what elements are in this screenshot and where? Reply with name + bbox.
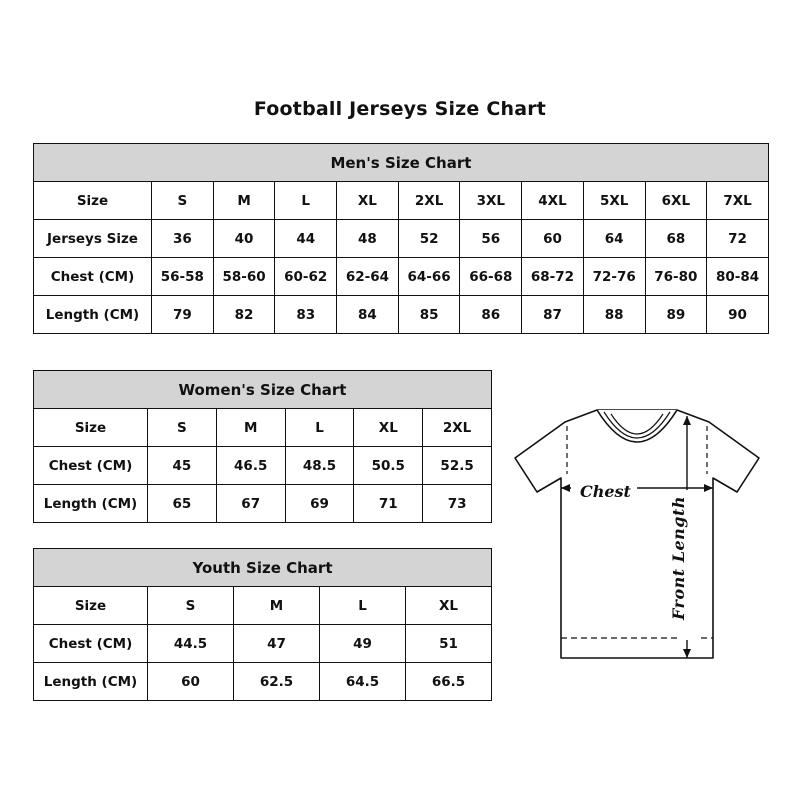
mens-cell-1-8: 76-80 xyxy=(645,258,707,296)
mens-col-5: 3XL xyxy=(460,182,522,220)
table-row xyxy=(34,182,769,220)
mens-row-label-1: Chest (CM) xyxy=(34,258,152,296)
mens-cell-2-5: 86 xyxy=(460,296,522,334)
page-title: Football Jerseys Size Chart xyxy=(253,98,547,120)
mens-col-8: 6XL xyxy=(645,182,707,220)
table-row xyxy=(34,663,492,701)
mens-cell-1-9: 80-84 xyxy=(707,258,769,296)
womens-size-table xyxy=(33,370,492,523)
mens-cell-2-4: 85 xyxy=(398,296,460,334)
womens-row-label-1: Length (CM) xyxy=(34,485,148,523)
mens-col-7: 5XL xyxy=(583,182,645,220)
youth-cell-1-2: 64.5 xyxy=(320,663,406,701)
youth-size-chart xyxy=(33,548,491,701)
mens-cell-2-7: 88 xyxy=(583,296,645,334)
tshirt-measurement-diagram xyxy=(505,400,777,690)
mens-cell-0-3: 48 xyxy=(337,220,399,258)
mens-col-0: S xyxy=(152,182,214,220)
youth-col-2: L xyxy=(320,587,406,625)
youth-cell-1-1: 62.5 xyxy=(234,663,320,701)
womens-cell-0-0: 45 xyxy=(148,447,217,485)
youth-size-table xyxy=(33,548,492,701)
youth-table-caption: Youth Size Chart xyxy=(33,548,492,586)
table-row xyxy=(34,296,769,334)
mens-cell-2-3: 84 xyxy=(337,296,399,334)
mens-cell-1-2: 60-62 xyxy=(275,258,337,296)
youth-cell-0-2: 49 xyxy=(320,625,406,663)
mens-cell-1-0: 56-58 xyxy=(152,258,214,296)
womens-cell-0-4: 52.5 xyxy=(423,447,492,485)
womens-col-0: S xyxy=(148,409,217,447)
tshirt-icon xyxy=(505,400,777,690)
table-row xyxy=(34,625,492,663)
mens-col-6: 4XL xyxy=(522,182,584,220)
mens-row-label-0: Jerseys Size xyxy=(34,220,152,258)
youth-cell-0-3: 51 xyxy=(406,625,492,663)
mens-col-4: 2XL xyxy=(398,182,460,220)
youth-col-0: S xyxy=(148,587,234,625)
womens-col-1: M xyxy=(216,409,285,447)
womens-col-2: L xyxy=(285,409,354,447)
mens-cell-1-5: 66-68 xyxy=(460,258,522,296)
womens-cell-1-2: 69 xyxy=(285,485,354,523)
mens-cell-1-1: 58-60 xyxy=(213,258,275,296)
womens-cell-1-0: 65 xyxy=(148,485,217,523)
table-row xyxy=(34,587,492,625)
youth-row-label-1: Length (CM) xyxy=(34,663,148,701)
table-row xyxy=(34,220,769,258)
youth-cell-0-0: 44.5 xyxy=(148,625,234,663)
womens-table-caption: Women's Size Chart xyxy=(33,370,492,408)
mens-row-label-2: Length (CM) xyxy=(34,296,152,334)
youth-row-label-0: Chest (CM) xyxy=(34,625,148,663)
mens-col-3: XL xyxy=(337,182,399,220)
youth-cell-1-0: 60 xyxy=(148,663,234,701)
mens-cell-2-1: 82 xyxy=(213,296,275,334)
mens-cell-0-4: 52 xyxy=(398,220,460,258)
womens-cell-0-1: 46.5 xyxy=(216,447,285,485)
womens-row-label-0: Chest (CM) xyxy=(34,447,148,485)
mens-col-9: 7XL xyxy=(707,182,769,220)
mens-cell-2-0: 79 xyxy=(152,296,214,334)
mens-size-table xyxy=(33,143,769,334)
mens-cell-1-6: 68-72 xyxy=(522,258,584,296)
mens-cell-0-9: 72 xyxy=(707,220,769,258)
mens-cell-0-6: 60 xyxy=(522,220,584,258)
youth-cell-1-3: 66.5 xyxy=(406,663,492,701)
youth-cell-0-1: 47 xyxy=(234,625,320,663)
mens-cell-0-0: 36 xyxy=(152,220,214,258)
table-row xyxy=(34,485,492,523)
womens-cell-0-2: 48.5 xyxy=(285,447,354,485)
mens-size-chart xyxy=(33,143,767,334)
table-row xyxy=(34,447,492,485)
mens-cell-0-2: 44 xyxy=(275,220,337,258)
mens-table-caption: Men's Size Chart xyxy=(33,143,769,181)
mens-row-header: Size xyxy=(34,182,152,220)
womens-cell-1-3: 71 xyxy=(354,485,423,523)
table-row xyxy=(34,258,769,296)
womens-col-3: XL xyxy=(354,409,423,447)
mens-col-2: L xyxy=(275,182,337,220)
womens-cell-1-4: 73 xyxy=(423,485,492,523)
mens-cell-0-8: 68 xyxy=(645,220,707,258)
womens-col-4: 2XL xyxy=(423,409,492,447)
front-length-measure-label: Front Length xyxy=(669,496,688,621)
table-row xyxy=(34,409,492,447)
womens-row-header: Size xyxy=(34,409,148,447)
mens-cell-1-4: 64-66 xyxy=(398,258,460,296)
mens-cell-2-8: 89 xyxy=(645,296,707,334)
mens-cell-2-2: 83 xyxy=(275,296,337,334)
youth-col-1: M xyxy=(234,587,320,625)
mens-cell-0-1: 40 xyxy=(213,220,275,258)
mens-cell-1-3: 62-64 xyxy=(337,258,399,296)
chest-measure-label: Chest xyxy=(580,482,631,501)
womens-cell-1-1: 67 xyxy=(216,485,285,523)
youth-col-3: XL xyxy=(406,587,492,625)
mens-cell-0-5: 56 xyxy=(460,220,522,258)
mens-cell-2-6: 87 xyxy=(522,296,584,334)
mens-cell-2-9: 90 xyxy=(707,296,769,334)
mens-col-1: M xyxy=(213,182,275,220)
womens-cell-0-3: 50.5 xyxy=(354,447,423,485)
mens-cell-0-7: 64 xyxy=(583,220,645,258)
mens-cell-1-7: 72-76 xyxy=(583,258,645,296)
youth-row-header: Size xyxy=(34,587,148,625)
womens-size-chart xyxy=(33,370,491,523)
